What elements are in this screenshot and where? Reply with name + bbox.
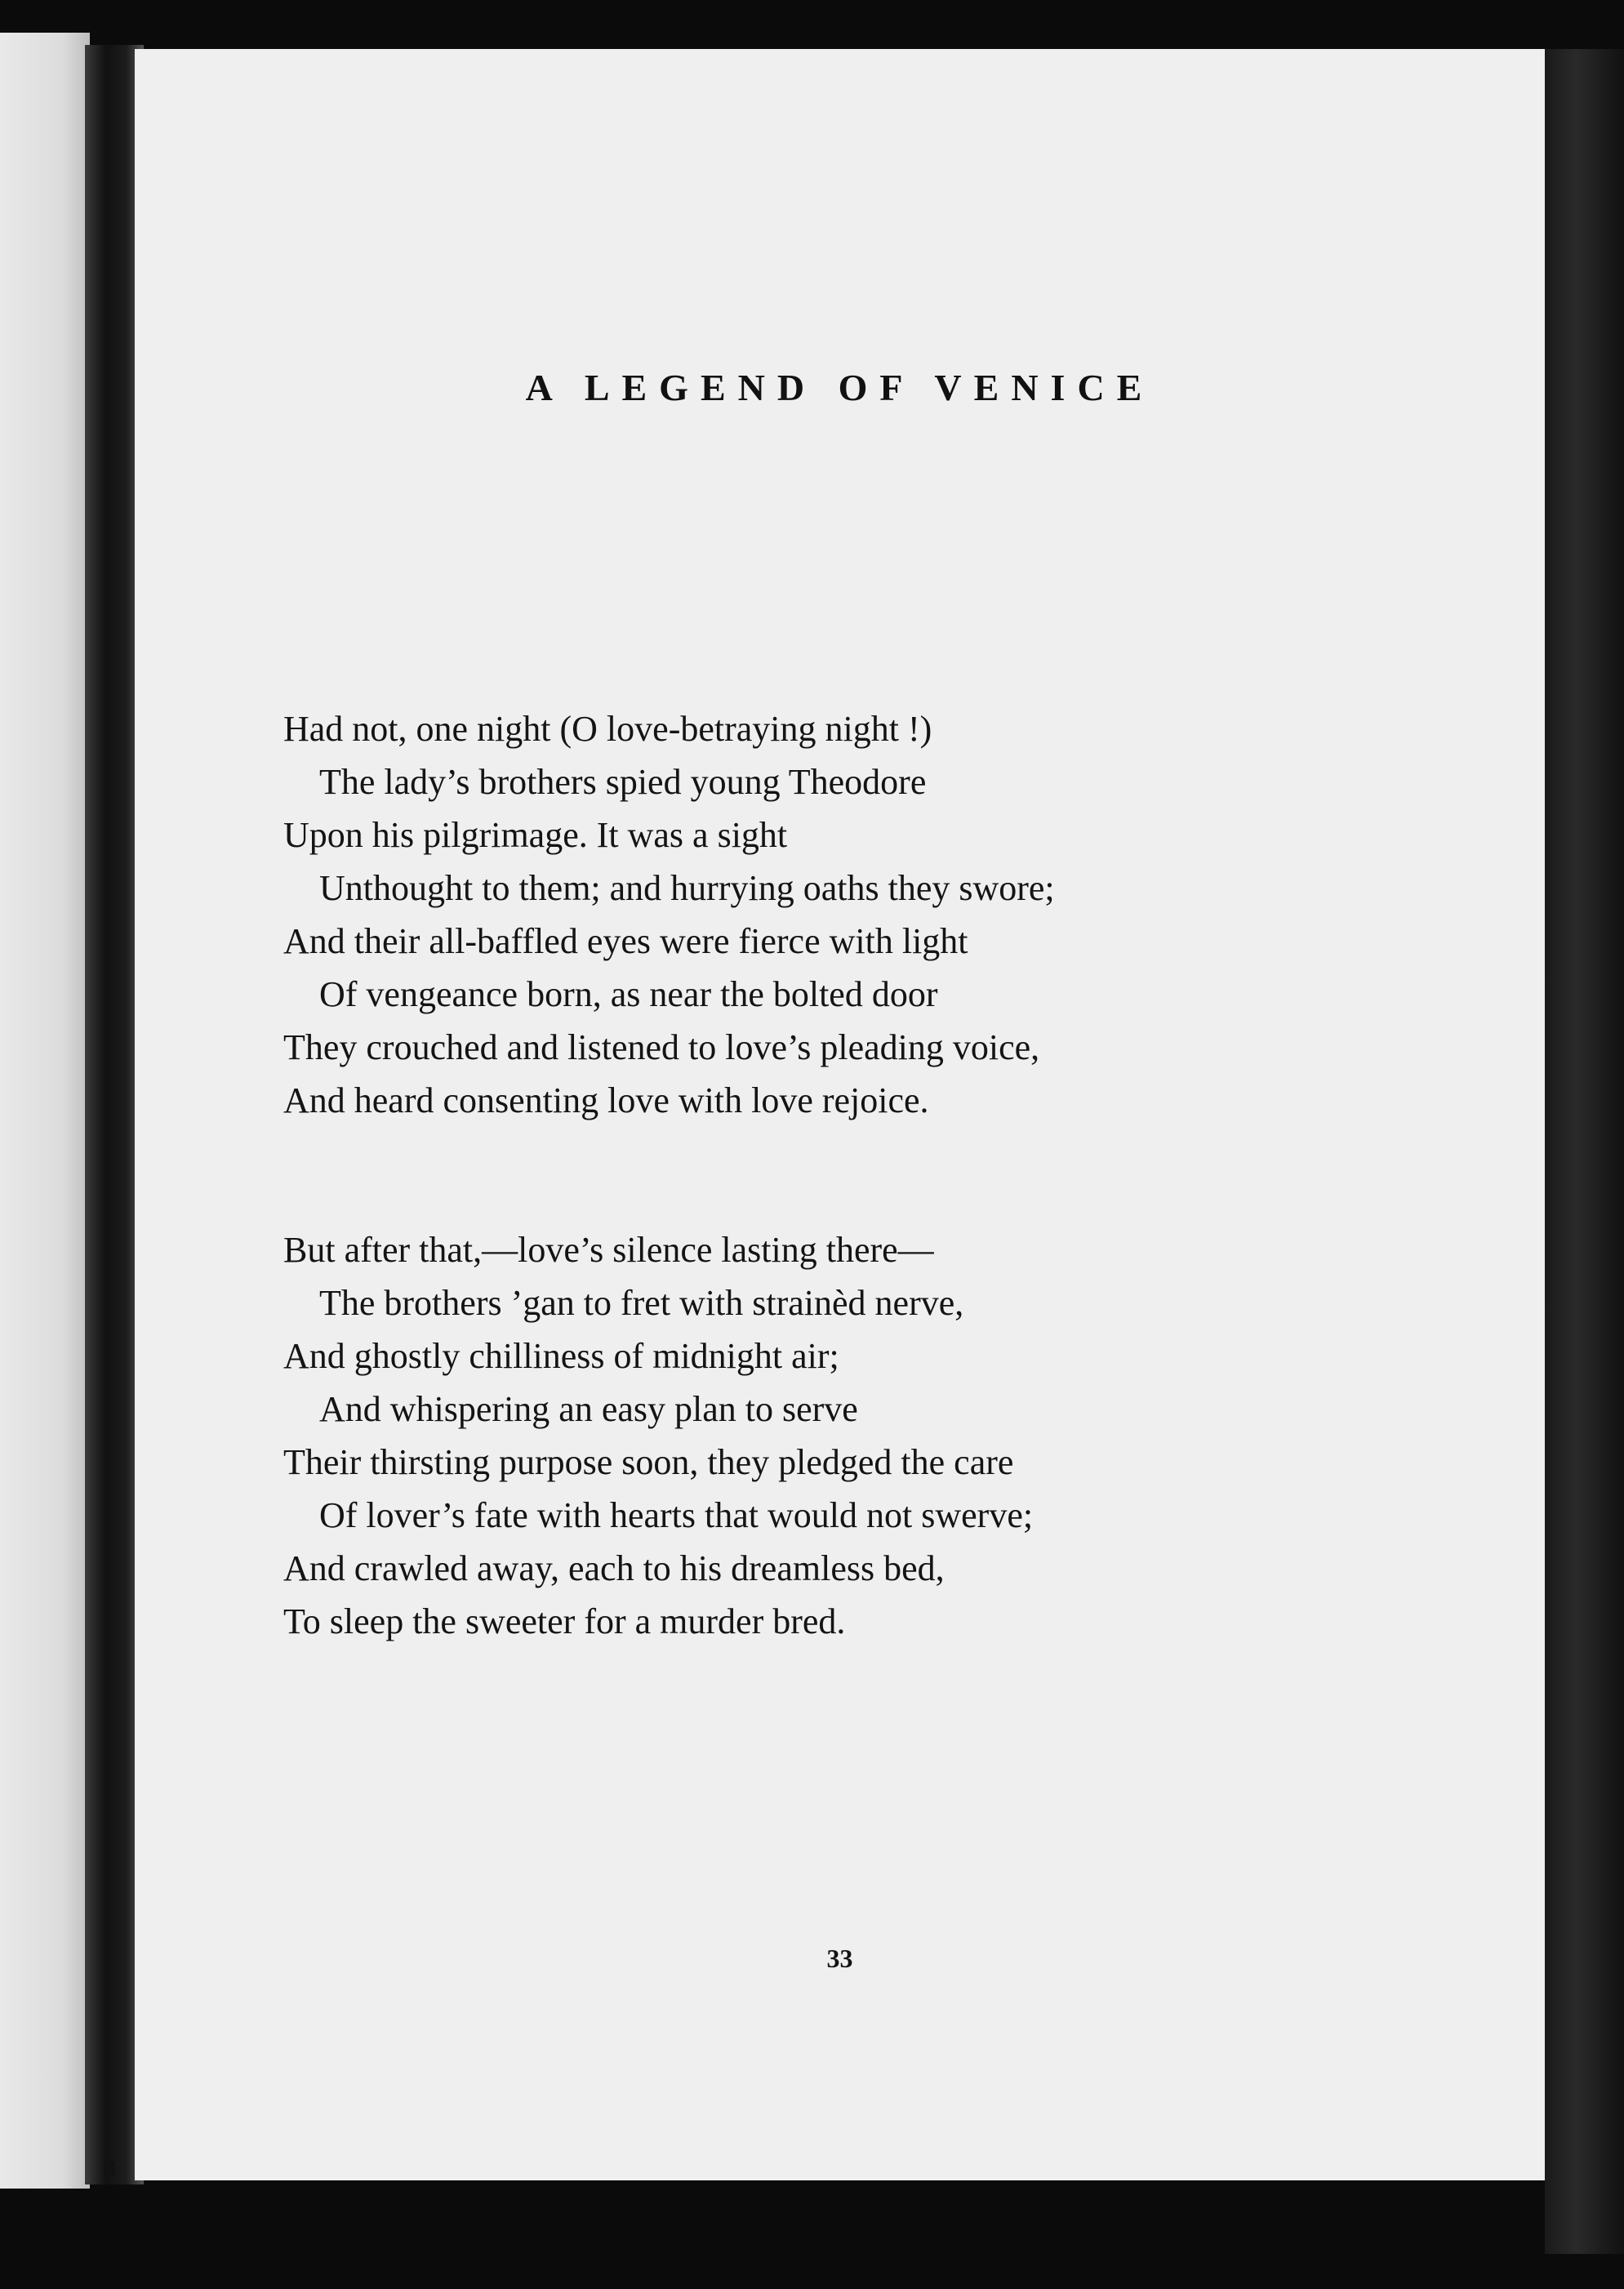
verse-line: The lady’s brothers spied young Theodore (319, 762, 927, 802)
facing-page-edge (0, 33, 90, 2189)
verse-line: But after that,—love’s silence lasting there— (283, 1230, 934, 1270)
book-page (135, 49, 1545, 2180)
verse-line: And ghostly chilliness of midnight air; (283, 1336, 839, 1376)
verse-line: To sleep the sweeter for a murder bred. (283, 1601, 846, 1641)
verse-line: Of vengeance born, as near the bolted door (319, 974, 938, 1014)
verse-line: And their all-baffled eyes were fierce with light (283, 921, 968, 961)
poem-title: A LEGEND OF VENICE (525, 367, 1155, 408)
verse-line: Their thirsting purpose soon, they pledged the care (283, 1442, 1014, 1482)
stanza-1 (283, 702, 1345, 1127)
verse-line: Unthought to them; and hurrying oaths they swore; (319, 868, 1055, 908)
signature-mark: 3 (105, 2156, 116, 2181)
verse-line: They crouched and listened to love’s pleading voice, (283, 1027, 1040, 1067)
verse-line: Had not, one night (O love-betraying night !) (283, 709, 932, 749)
verse-line: Upon his pilgrimage. It was a sight (283, 815, 788, 855)
verse-line: And heard consenting love with love rejoice. (283, 1080, 929, 1120)
page-number: 33 (826, 1944, 853, 1973)
scan-border (1545, 49, 1624, 2254)
verse-line: And whispering an easy plan to serve (319, 1389, 858, 1429)
verse-line: The brothers ’gan to fret with strainèd nerve, (319, 1283, 964, 1323)
stanza-2 (283, 1223, 1345, 1648)
verse-line: Of lover’s fate with hearts that would not swerve; (319, 1495, 1034, 1535)
verse-line: And crawled away, each to his dreamless bed, (283, 1548, 945, 1588)
